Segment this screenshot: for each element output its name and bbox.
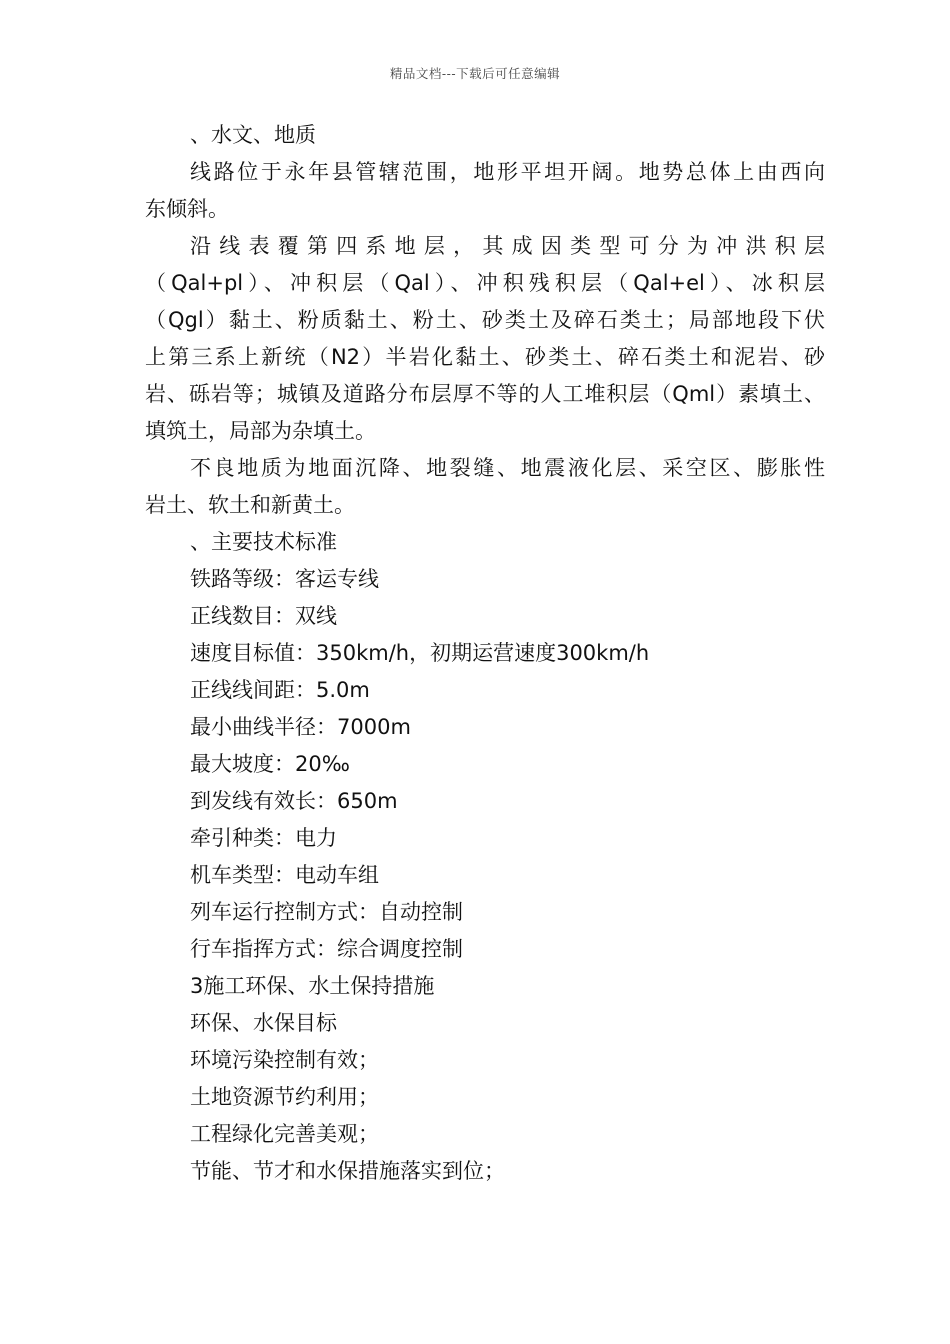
list-item: 速度目标值：350km/h，初期运营速度300km/h (190, 641, 650, 665)
paragraph-line: 线路位于永年县管辖范围，地形平坦开阔。地势总体上由西向 (190, 160, 825, 184)
paragraph-line: （Qal+pl）、冲积层（Qal）、冲积残积层（Qal+el）、冰积层 (145, 271, 825, 295)
paragraph-line: 填筑土，局部为杂填土。 (145, 419, 376, 443)
section-heading-standards: 、主要技术标准 (190, 530, 337, 554)
paragraph-line: （Qgl）黏土、粉质黏土、粉土、砂类土及碎石类土；局部地段下伏 (145, 308, 825, 332)
list-item: 机车类型：电动车组 (190, 863, 379, 887)
paragraph-line: 东倾斜。 (145, 197, 229, 221)
paragraph-line: 上第三系上新统（N2）半岩化黏土、砂类土、碎石类土和泥岩、砂 (145, 345, 825, 369)
section-heading-environment: 3施工环保、水土保持措施 (190, 974, 435, 998)
paragraph-line: 岩、砾岩等；城镇及道路分布层厚不等的人工堆积层（Qml）素填土、 (145, 382, 825, 406)
paragraph-line: 沿线表覆第四系地层，其成因类型可分为冲洪积层 (190, 234, 825, 258)
list-item: 行车指挥方式：综合调度控制 (190, 937, 463, 961)
list-item: 铁路等级：客运专线 (190, 567, 379, 591)
list-item: 牵引种类：电力 (190, 826, 337, 850)
list-item: 列车运行控制方式：自动控制 (190, 900, 463, 924)
document-body (145, 117, 825, 1190)
list-item: 环保、水保目标 (190, 1011, 337, 1035)
page-header: 精品文档---下载后可任意编辑 (389, 66, 561, 81)
section-heading-hydrology: 、水文、地质 (190, 123, 316, 147)
list-item: 土地资源节约利用； (190, 1085, 379, 1109)
list-item: 最大坡度：20‰ (190, 752, 350, 776)
list-item: 节能、节才和水保措施落实到位； (190, 1159, 505, 1183)
list-item: 到发线有效长：650m (190, 789, 398, 813)
paragraph-line: 岩土、软土和新黄土。 (145, 493, 355, 517)
list-item: 环境污染控制有效； (190, 1048, 379, 1072)
list-item: 正线线间距：5.0m (190, 678, 370, 702)
paragraph-line: 不良地质为地面沉降、地裂缝、地震液化层、采空区、膨胀性 (190, 456, 825, 480)
list-item: 最小曲线半径：7000m (190, 715, 411, 739)
list-item: 正线数目：双线 (190, 604, 337, 628)
list-item: 工程绿化完善美观； (190, 1122, 379, 1146)
